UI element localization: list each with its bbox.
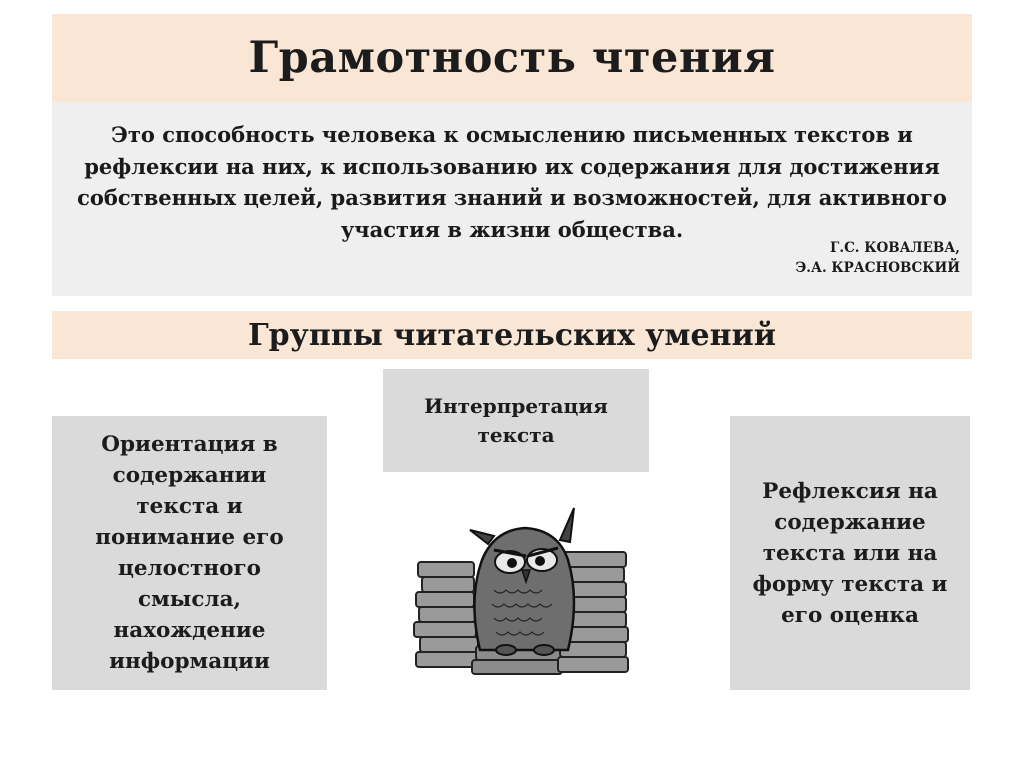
skill-box-interpretation (383, 369, 649, 472)
skill-orientation-text: Ориентация в содержании текста и понимание его целостного смысла, нахождение информации (95, 432, 284, 674)
skill-box-reflection (730, 416, 970, 690)
skill-box-orientation (52, 416, 327, 690)
groups-banner (52, 311, 972, 359)
definition-panel (52, 102, 972, 296)
definition-text: Это способность человека к осмыслению письменных текстов и рефлексии на них, к использованию их содержания для достижения собственных целей, развития знаний и возможностей, для активного участия в жизни общества. (77, 122, 947, 242)
definition-author-1: Г.С. КОВАЛЕВА, (830, 240, 960, 256)
owl-on-books-icon (410, 500, 640, 690)
skill-reflection-text: Рефлексия на содержание текста или на форму текста и его оценка (752, 478, 948, 628)
groups-title: Группы читательских умений (247, 317, 777, 353)
definition-author-2: Э.А. КРАСНОВСКИЙ (795, 260, 960, 276)
title-banner (52, 14, 972, 102)
skill-interpretation-text: Интерпретация текста (424, 393, 608, 447)
page-title: Грамотность чтения (248, 33, 776, 83)
